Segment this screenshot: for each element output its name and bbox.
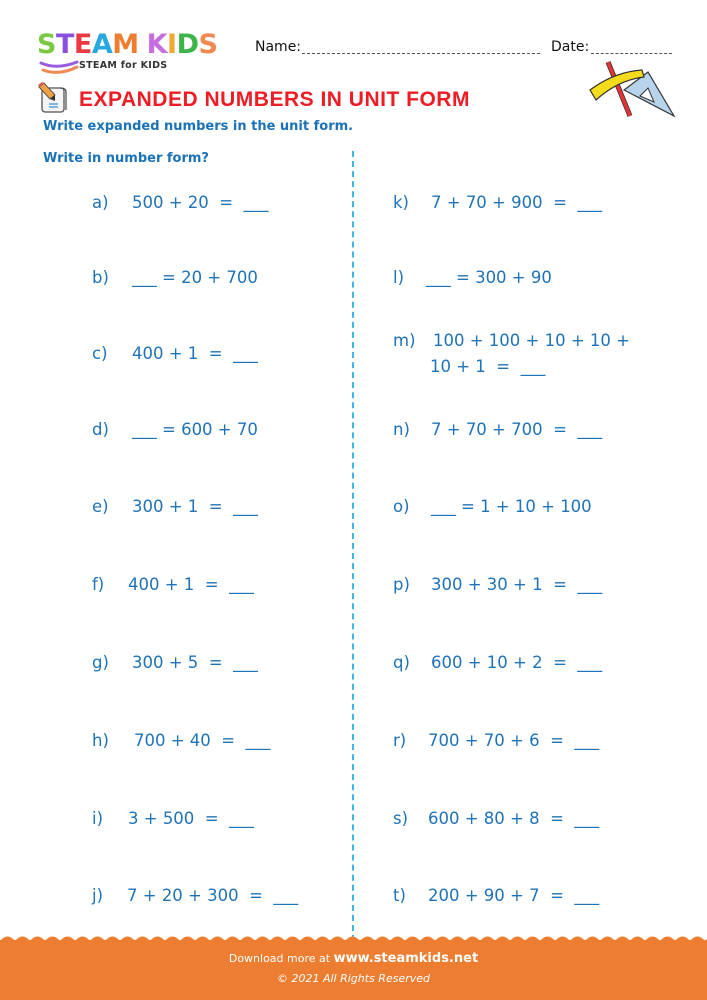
question-text: 10 + 1 = ___ bbox=[430, 357, 546, 376]
question-label: q) bbox=[393, 653, 410, 672]
question-b bbox=[92, 261, 258, 295]
question-label: r) bbox=[393, 731, 407, 750]
footer-copyright: © 2021 All Rights Reserved bbox=[276, 972, 430, 985]
date-field[interactable] bbox=[591, 53, 672, 54]
question-label: c) bbox=[92, 344, 108, 363]
question-label: h) bbox=[92, 731, 109, 750]
question-label: f) bbox=[92, 575, 105, 594]
question-text: ___ = 20 + 700 bbox=[132, 268, 258, 287]
question-label: l) bbox=[393, 268, 405, 287]
logo-letter: S bbox=[198, 29, 218, 60]
question-label: d) bbox=[92, 420, 109, 439]
question-text: 7 + 70 + 900 = ___ bbox=[431, 193, 603, 212]
logo-letter: D bbox=[176, 29, 199, 60]
question-s bbox=[393, 802, 599, 836]
footer-download-text bbox=[0, 951, 707, 966]
logo-letter: A bbox=[91, 29, 113, 60]
question-text: ___ = 1 + 10 + 100 bbox=[431, 497, 592, 516]
logo-swoosh-icon bbox=[39, 60, 81, 76]
footer-url-link[interactable]: www.steamkids.net bbox=[333, 951, 479, 966]
question-text: 300 + 5 = ___ bbox=[132, 653, 258, 672]
steam-kids-logo bbox=[37, 30, 237, 75]
question-text: ___ = 300 + 90 bbox=[426, 268, 552, 287]
column-divider bbox=[352, 151, 354, 941]
question-text: ___ = 600 + 70 bbox=[132, 420, 258, 439]
question-text: 500 + 20 = ___ bbox=[132, 193, 269, 212]
question-text: 400 + 1 = ___ bbox=[132, 344, 258, 363]
question-f bbox=[92, 568, 254, 602]
date-label: Date: bbox=[551, 39, 590, 55]
question-c bbox=[92, 337, 258, 371]
question-r bbox=[393, 724, 599, 758]
question-text: 3 + 500 = ___ bbox=[128, 809, 254, 828]
logo-letter: S bbox=[37, 29, 56, 60]
question-t bbox=[393, 879, 599, 913]
question-text: 700 + 70 + 6 = ___ bbox=[428, 731, 600, 750]
question-label: s) bbox=[393, 809, 409, 828]
question-text: 300 + 30 + 1 = ___ bbox=[431, 575, 603, 594]
question-i bbox=[92, 802, 254, 836]
logo-subtitle: STEAM for KIDS bbox=[79, 60, 168, 71]
question-text: 400 + 1 = ___ bbox=[128, 575, 254, 594]
question-o bbox=[393, 490, 592, 524]
question-label: i) bbox=[92, 809, 104, 828]
footer-bar bbox=[0, 940, 707, 1000]
question-label: j) bbox=[92, 886, 104, 905]
question-text: 300 + 1 = ___ bbox=[132, 497, 258, 516]
question-n bbox=[393, 413, 602, 447]
question-g bbox=[92, 646, 258, 680]
question-text: 600 + 10 + 2 = ___ bbox=[431, 653, 603, 672]
instruction-secondary: Write in number form? bbox=[43, 151, 209, 166]
question-j bbox=[92, 879, 298, 913]
logo-letter: I bbox=[167, 29, 177, 60]
question-label: t) bbox=[393, 886, 406, 905]
question-label: g) bbox=[92, 653, 109, 672]
question-text: 700 + 40 = ___ bbox=[134, 731, 271, 750]
question-l bbox=[393, 261, 552, 295]
logo-letter: K bbox=[146, 29, 168, 60]
question-k bbox=[393, 186, 602, 220]
question-text: 7 + 20 + 300 = ___ bbox=[127, 886, 299, 905]
question-d bbox=[92, 413, 258, 447]
name-field[interactable] bbox=[302, 53, 540, 54]
question-label: k) bbox=[393, 193, 409, 212]
worksheet-pencil-icon bbox=[36, 82, 68, 114]
logo-letter: E bbox=[73, 29, 92, 60]
question-e bbox=[92, 490, 258, 524]
question-text: 7 + 70 + 700 = ___ bbox=[431, 420, 603, 439]
question-label: n) bbox=[393, 420, 410, 439]
question-q bbox=[393, 646, 602, 680]
question-a bbox=[92, 186, 268, 220]
logo-wordmark bbox=[37, 30, 217, 60]
question-label: o) bbox=[393, 497, 410, 516]
question-text: 200 + 90 + 7 = ___ bbox=[428, 886, 600, 905]
question-h bbox=[92, 724, 270, 758]
question-text: 100 + 100 + 10 + 10 + bbox=[433, 331, 630, 350]
question-label: p) bbox=[393, 575, 410, 594]
footer-download-prefix: Download more at bbox=[228, 952, 334, 965]
ruler-pencil-set-square-icon bbox=[588, 60, 678, 118]
question-label: m) bbox=[393, 331, 416, 350]
question-p bbox=[393, 568, 602, 602]
logo-letter: T bbox=[55, 29, 74, 60]
question-text: 600 + 80 + 8 = ___ bbox=[428, 809, 600, 828]
instruction-primary: Write expanded numbers in the unit form. bbox=[43, 119, 354, 134]
question-label: e) bbox=[92, 497, 109, 516]
question-label: a) bbox=[92, 193, 109, 212]
logo-letter: M bbox=[112, 29, 139, 60]
page-title: EXPANDED NUMBERS IN UNIT FORM bbox=[79, 88, 470, 111]
question-label: b) bbox=[92, 268, 109, 287]
question-m-continued bbox=[430, 350, 545, 384]
name-label: Name: bbox=[255, 39, 302, 55]
